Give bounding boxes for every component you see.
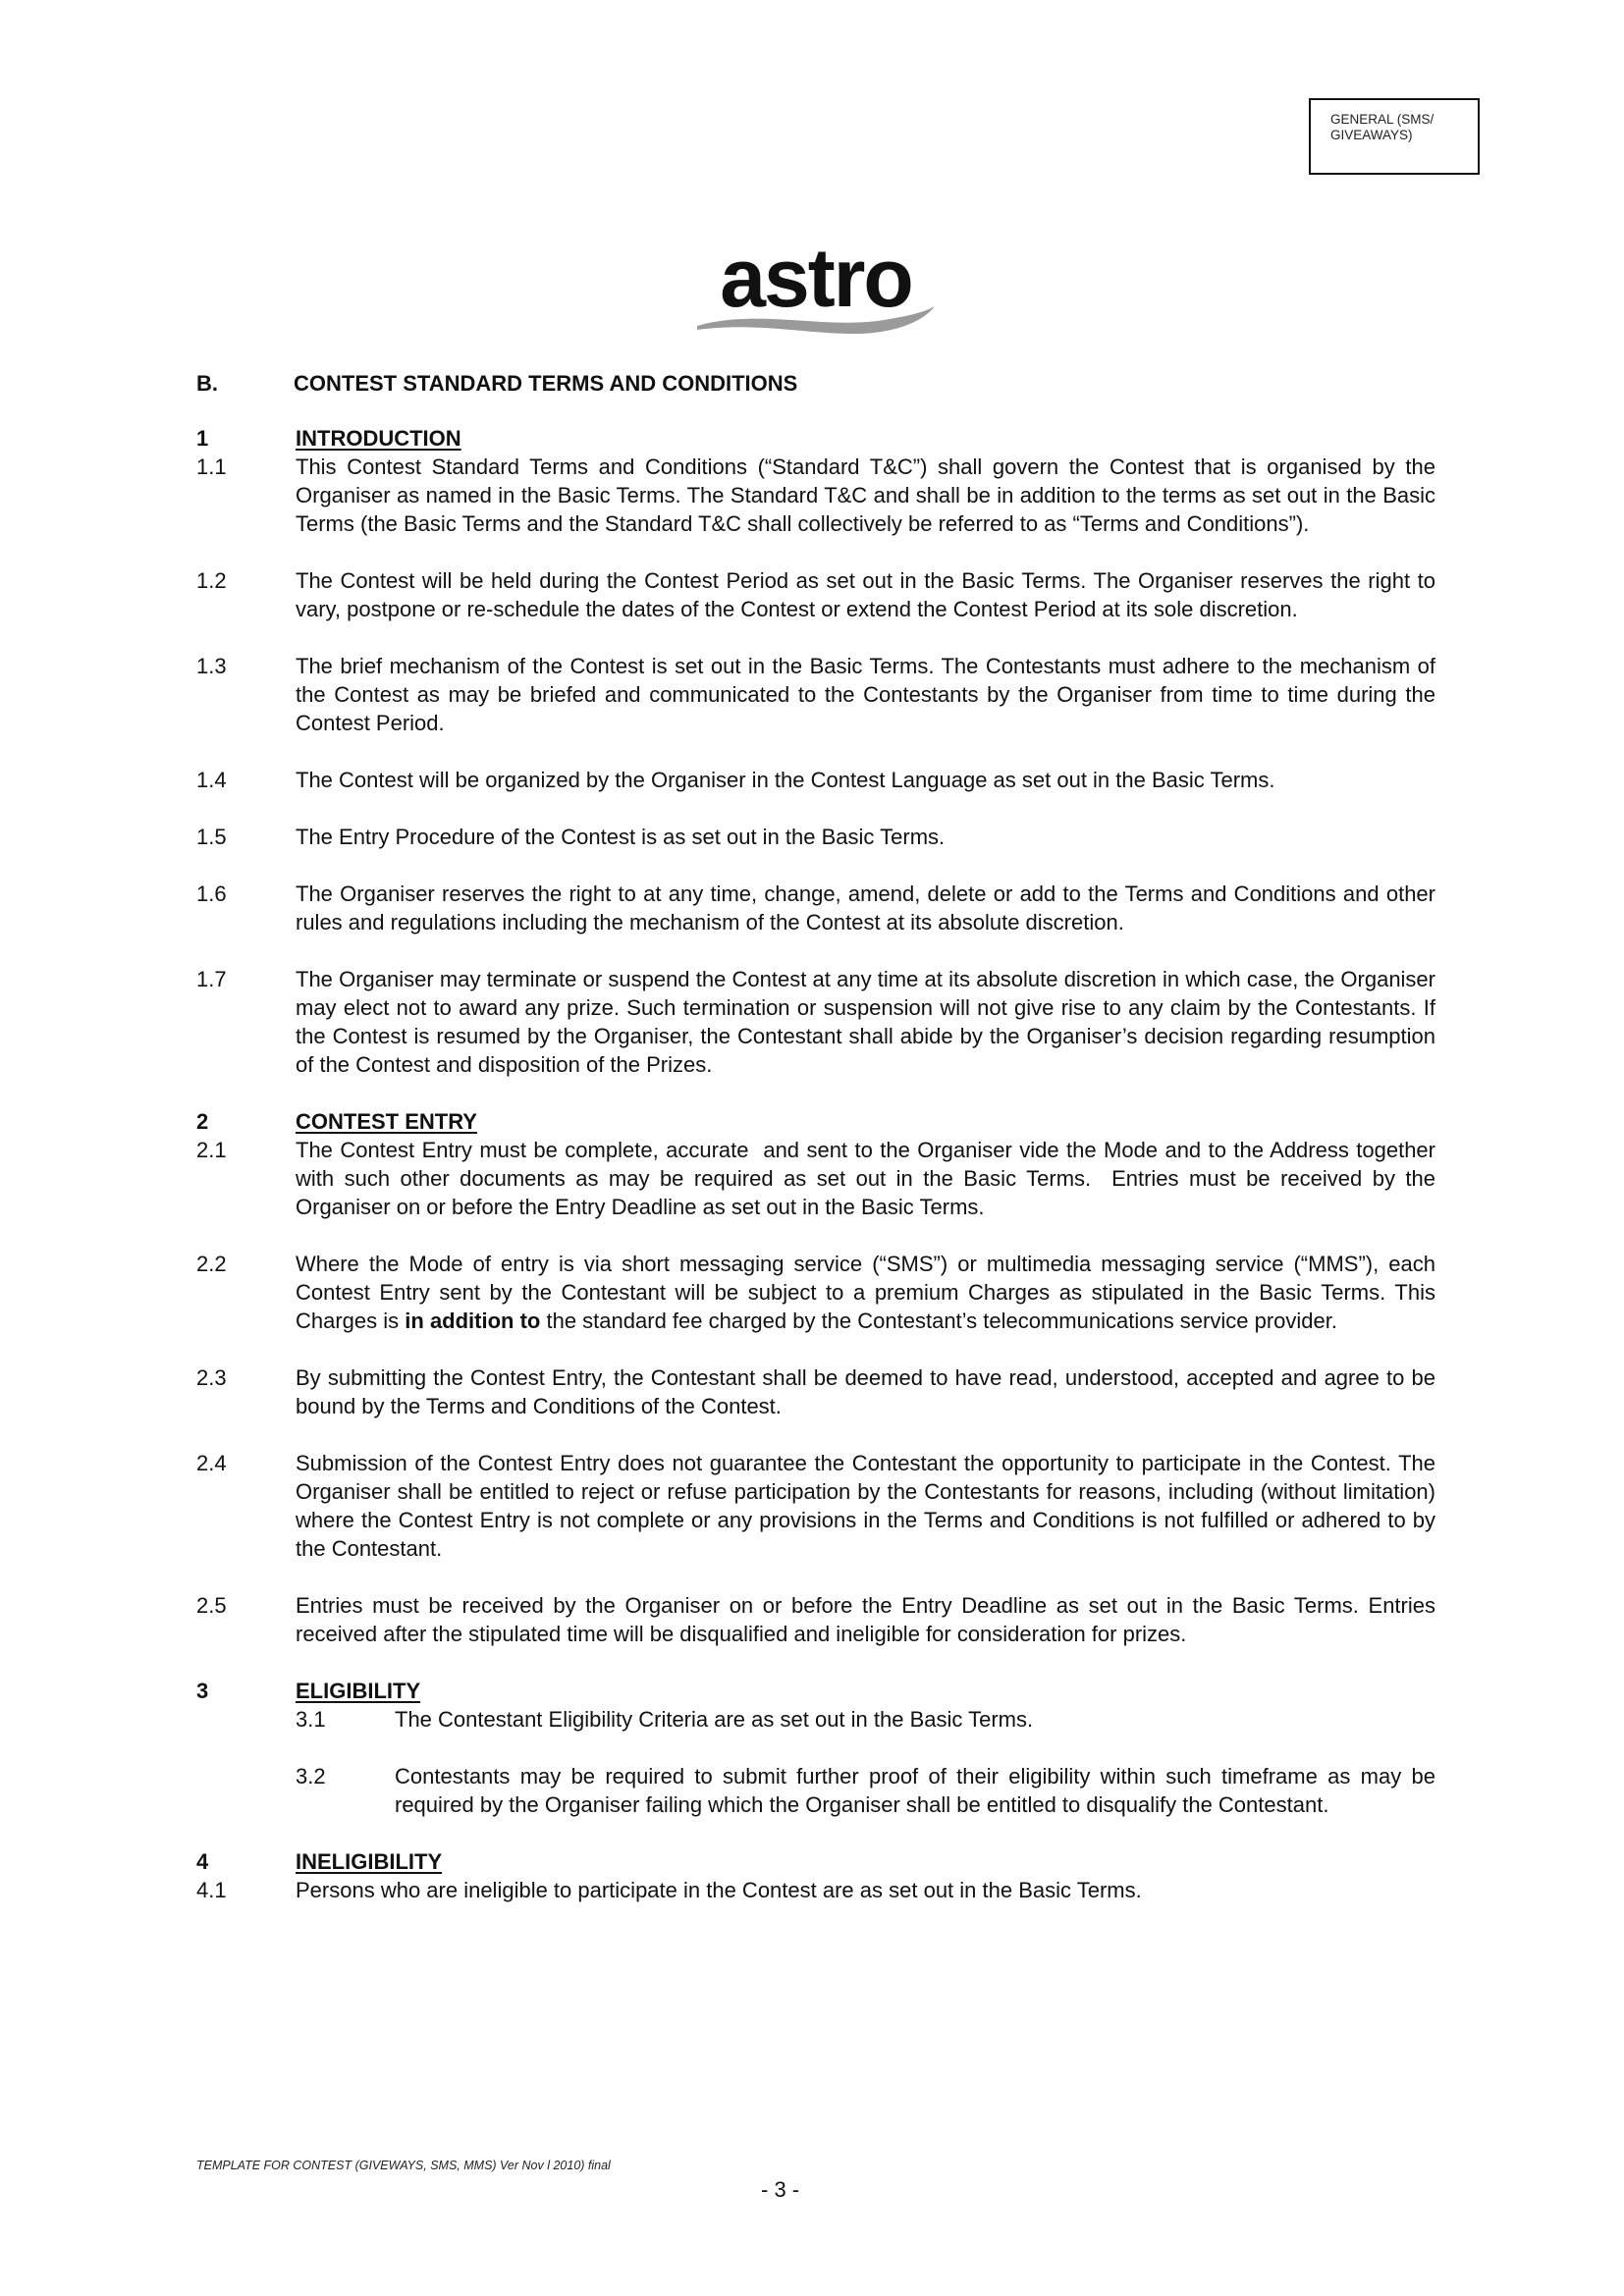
- astro-logo-wordmark: astro: [720, 232, 912, 324]
- clause-1-4: [196, 766, 1435, 794]
- clause-text: The Contestant Eligibility Criteria are as set out in the Basic Terms.: [395, 1707, 1034, 1732]
- clause-text: By submitting the Contest Entry, the Contestant shall be deemed to have read, understood, accepted and agree to be bound by the Terms and Conditions of the Contest.: [296, 1365, 1435, 1418]
- clause-text: Entries must be received by the Organiser on or before the Entry Deadline as set out in the Basic Terms. Entries received after the stipulated time will be disqualified and ineligible for consideration for prizes.: [296, 1593, 1435, 1646]
- section-number: 4: [196, 1849, 209, 1874]
- clause-1-7: [196, 965, 1435, 1079]
- clause-number: 1.6: [196, 881, 227, 906]
- clause-text-part: the standard fee charged by the Contestant’s telecommunications service provider.: [540, 1308, 1337, 1333]
- section-heading-contest-entry: [196, 1107, 1435, 1136]
- classification-line-2: GIVEAWAYS): [1330, 128, 1413, 142]
- clause-number: 1.1: [196, 454, 227, 479]
- clause-number: 2.1: [196, 1138, 227, 1162]
- clause-number: 2.4: [196, 1451, 227, 1475]
- section-number: 2: [196, 1109, 209, 1134]
- clause-text: This Contest Standard Terms and Conditions (“Standard T&C”) shall govern the Contest that is organised by the Organiser as named in the Basic Terms. The Standard T&C and shall be in addition to the terms as set out in the Basic Terms (the Basic Terms and the Standard T&C shall collectively be referred to as “Terms and Conditions”).: [296, 454, 1435, 536]
- clause-1-1: [196, 453, 1435, 538]
- section-heading-eligibility: [196, 1677, 1435, 1705]
- clause-1-3: [196, 652, 1435, 737]
- clause-1-5: [196, 823, 1435, 851]
- section-title: INELIGIBILITY: [296, 1849, 443, 1874]
- clause-number: 1.4: [196, 768, 227, 792]
- clause-3-1: [196, 1705, 1435, 1734]
- section-title: INTRODUCTION: [296, 426, 461, 451]
- clause-number: 2.5: [196, 1593, 227, 1618]
- page-number: - 3 -: [761, 2177, 800, 2202]
- classification-line-1: GENERAL (SMS/: [1330, 112, 1435, 127]
- clause-2-5: [196, 1591, 1435, 1648]
- section-title: ELIGIBILITY: [296, 1679, 421, 1703]
- clause-number: 3.1: [296, 1707, 326, 1732]
- clause-text: The brief mechanism of the Contest is set out in the Basic Terms. The Contestants must adhere to the mechanism of the Contest as may be briefed and communicated to the Contestants by the Organiser from time to time during the Contest Period.: [296, 654, 1435, 735]
- clause-text: The Organiser may terminate or suspend the Contest at any time at its absolute discretion in which case, the Organiser may elect not to award any prize. Such termination or suspension will not give rise to any claim by the Contestants. If the Contest is resumed by the Organiser, the Contestant shall abide by the Organiser’s decision regarding resumption of the Contest and disposition of the Prizes.: [296, 967, 1435, 1077]
- clause-2-1: [196, 1136, 1442, 1221]
- astro-logo-graphic: [687, 232, 945, 342]
- clause-text: The Contest will be organized by the Organiser in the Contest Language as set out in the Basic Terms.: [296, 768, 1275, 792]
- clause-4-1: [196, 1876, 1435, 1904]
- document-body: [196, 424, 1442, 1904]
- clause-text: The Contest Entry must be complete, accurate and sent to the Organiser vide the Mode and to the Address together with such other documents as may be required as set out in the Basic Terms. Entries must be received by the Organiser on or before the Entry Deadline as set out in the Basic Terms.: [296, 1138, 1442, 1219]
- section-number: 3: [196, 1679, 209, 1703]
- part-title: CONTEST STANDARD TERMS AND CONDITIONS: [294, 371, 798, 396]
- clause-text: Persons who are ineligible to participate in the Contest are as set out in the Basic Terms.: [296, 1878, 1142, 1902]
- clause-number: 1.7: [196, 967, 227, 991]
- part-label: B.: [196, 371, 218, 396]
- clause-1-2: [196, 566, 1435, 623]
- clause-number: 2.3: [196, 1365, 227, 1390]
- clause-number: 2.2: [196, 1252, 227, 1276]
- clause-2-2: [196, 1250, 1435, 1335]
- clause-text: The Contest will be held during the Contest Period as set out in the Basic Terms. The Organiser reserves the right to vary, postpone or re-schedule the dates of the Contest or extend the Contest Period at its sole discretion.: [296, 568, 1435, 621]
- clause-number: 3.2: [296, 1764, 326, 1789]
- clause-text: The Entry Procedure of the Contest is as set out in the Basic Terms.: [296, 825, 946, 849]
- clause-emphasis: in addition to: [405, 1308, 541, 1333]
- clause-2-3: [196, 1363, 1435, 1420]
- section-title: CONTEST ENTRY: [296, 1109, 477, 1134]
- section-heading-introduction: [196, 424, 1435, 453]
- footer-template-note: TEMPLATE FOR CONTEST (GIVEWAYS, SMS, MMS) Ver Nov l 2010) final: [196, 2159, 611, 2172]
- section-heading-ineligibility: [196, 1847, 1435, 1876]
- astro-logo: [687, 232, 945, 342]
- clause-text-part: Where the Mode of entry is via short messaging service (“SMS”) or multimedia messaging service (“MMS”), each Contest Entry sent by the Contestant will be subject to a premium Charges as stipulated in the Basic Terms. This Charges is: [296, 1252, 1435, 1333]
- clause-3-2: [196, 1762, 1435, 1819]
- classification-box: [1309, 98, 1480, 175]
- section-number: 1: [196, 426, 209, 451]
- clause-text: [296, 1250, 1435, 1335]
- clause-2-4: [196, 1449, 1435, 1563]
- clause-text: Contestants may be required to submit further proof of their eligibility within such timeframe as may be required by the Organiser failing which the Organiser shall be entitled to disqualify the Contestant.: [395, 1764, 1435, 1817]
- clause-text: The Organiser reserves the right to at any time, change, amend, delete or add to the Terms and Conditions and other rules and regulations including the mechanism of the Contest at its absolute discretion.: [296, 881, 1435, 934]
- clause-1-6: [196, 880, 1435, 936]
- clause-number: 1.5: [196, 825, 227, 849]
- clause-number: 1.2: [196, 568, 227, 593]
- clause-text: Submission of the Contest Entry does not guarantee the Contestant the opportunity to participate in the Contest. The Organiser shall be entitled to reject or refuse participation by the Contestants for reasons, including (without limitation) where the Contest Entry is not complete or any provisions in the Terms and Conditions is not fulfilled or adhered to by the Contestant.: [296, 1451, 1435, 1561]
- clause-number: 4.1: [196, 1878, 227, 1902]
- clause-number: 1.3: [196, 654, 227, 678]
